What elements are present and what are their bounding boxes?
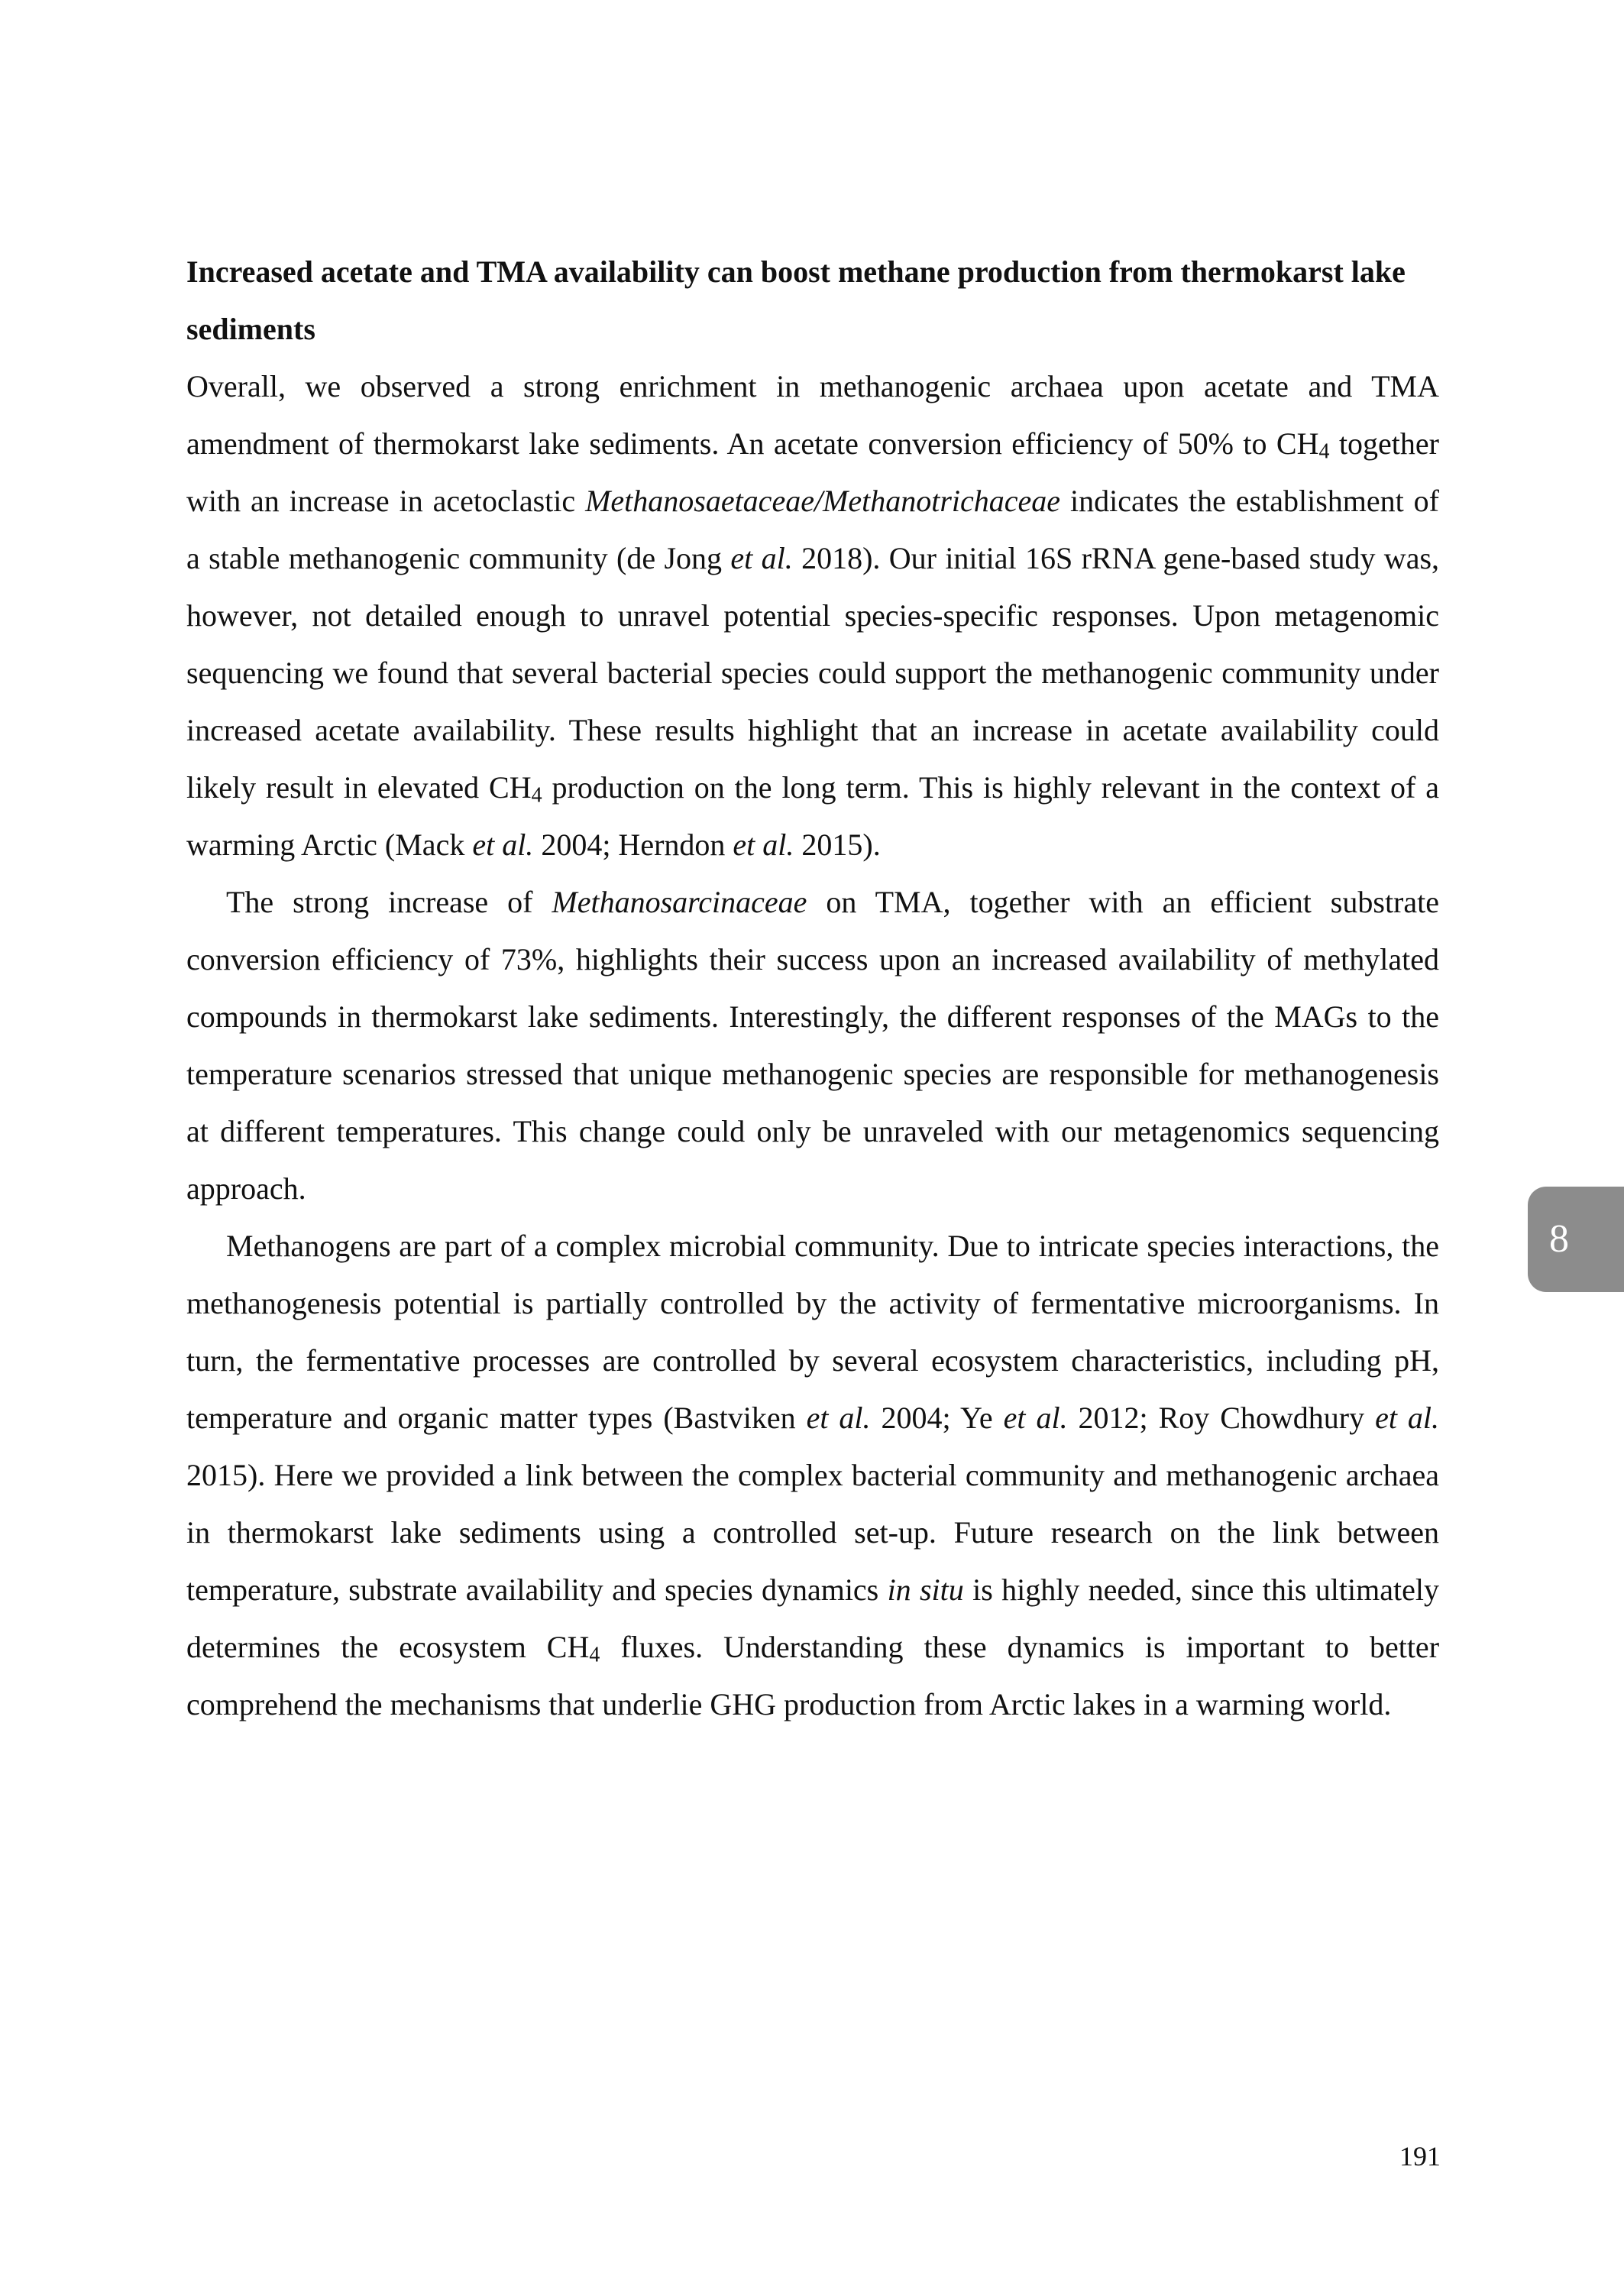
citation-etal: et al.: [1003, 1401, 1068, 1435]
citation-etal: et al.: [806, 1401, 871, 1435]
citation-etal: et al.: [730, 541, 793, 575]
citation-etal: et al.: [733, 827, 794, 862]
subscript: 4: [589, 1643, 600, 1667]
text-run: 2018). Our initial 16S rRNA gene-based study was, however, not detailed enough to unravel potential species-specific responses. Upon metagenomic sequencing we found that several bacterial species could support the methanogenic community under increased acetate availability. These results highlight that an increase in acetate availability could likely result in elevated CH: [186, 541, 1440, 805]
text-run: together with an increase in acetoclastic: [186, 426, 1439, 518]
text-run: on TMA, together with an efficient substrate conversion efficiency of 73%, highlights their success upon an increased availability of methylated compounds in thermokarst lake sediments. Interestingly, the different responses of the MAGs to the temperature scenarios stressed that unique methanogenic species are responsible for methanogenesis at different temperatures. This change could only be unraveled with our metagenomics sequencing approach.: [186, 885, 1439, 1206]
text-run: 2012; Roy Chowdhury: [1067, 1401, 1376, 1435]
paragraph-2: [186, 873, 1439, 1217]
text-run: fluxes. Understanding these dynamics is important to better comprehend the mechanisms that underlie GHG production from Arctic lakes in a warming world.: [186, 1630, 1440, 1721]
text-run: is highly needed, since this ultimately determines the ecosystem CH: [186, 1572, 1439, 1664]
subscript: 4: [1318, 439, 1330, 464]
text-run: 2015).: [794, 827, 881, 862]
citation-etal: et al.: [472, 827, 534, 862]
taxon-name: Methanosaetaceae/Methanotrichaceae: [585, 484, 1061, 518]
paragraph-3: [186, 1217, 1439, 1733]
text-run: 2004; Herndon: [533, 827, 733, 862]
text-run: 2004; Ye: [870, 1401, 1004, 1435]
page-number: 191: [1399, 2141, 1441, 2172]
text-run: production on the long term. This is highly relevant in the context of a warming Arctic (Mack: [186, 770, 1439, 862]
text-run: The strong increase of: [226, 885, 552, 919]
chapter-tab: 8: [1528, 1187, 1624, 1292]
citation-etal: et al.: [1375, 1401, 1439, 1435]
text-run: indicates the establishment of a stable methanogenic community (de Jong: [186, 484, 1439, 575]
paragraph-1: [186, 358, 1439, 873]
page-content: [186, 243, 1439, 1733]
section-heading: Increased acetate and TMA availability can boost methane production from thermokarst lake sediments: [186, 254, 1406, 346]
subscript: 4: [531, 783, 542, 808]
text-run: Methanogens are part of a complex microbial community. Due to intricate species interactions, the methanogenesis potential is partially controlled by the activity of fermentative microorganisms. In turn, the fermentative processes are controlled by several ecosystem characteristics, including pH, temperature and organic matter types (Bastviken: [186, 1229, 1439, 1435]
latin-phrase: in situ: [887, 1572, 964, 1607]
taxon-name: Methanosarcinaceae: [552, 885, 807, 919]
text-run: 2015). Here we provided a link between the complex bacterial community and methanogenic archaea in thermokarst lake sediments using a controlled set-up. Future research on the link between temperature, substrate availability and species dynamics: [186, 1458, 1439, 1607]
text-run: Overall, we observed a strong enrichment in methanogenic archaea upon acetate and TMA amendment of thermokarst lake sediments. An acetate conversion efficiency of 50% to CH: [186, 369, 1439, 461]
